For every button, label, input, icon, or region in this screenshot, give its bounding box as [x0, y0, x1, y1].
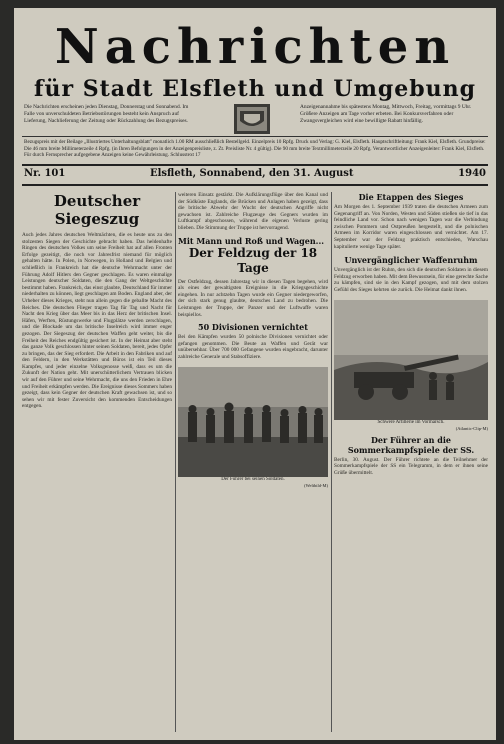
divider	[22, 184, 488, 186]
photo-soldiers	[178, 367, 328, 477]
photo-caption: Der Führer bei seinen Soldaten.	[221, 476, 285, 482]
photo-caption: Schwere Artillerie im Vormarsch.	[377, 419, 445, 425]
masthead-subtitle: für Stadt Elsfleth und Umgebung	[34, 76, 476, 102]
place-and-date: Elsfleth, Sonnabend, den 31. August	[150, 168, 354, 179]
article-column-1	[22, 192, 172, 732]
article-headline: Deutscher Siegeszug	[53, 192, 141, 228]
advertising-info: Anzeigenannahme bis spätestens Montag, Mittwoch, Freitag, vormittags 9 Uhr. Größere Anzeigen am Tage vorher erbeten. Bei Konkursverfahren oder Zwangsvergleichen wird eine bewilligte Rabatt hinfällig.	[300, 104, 472, 124]
article-column-3	[334, 192, 488, 732]
article-body: Der Ostfeldzug, dessen Jahrestag wir in diesen Tagen begehen, wird als eines der gewaltigsten Ereignisse in die Kriegsgeschichte eingehen. In nur achtzehn Tagen wurde ein Gegner niedergeworfen, der sich stark genug glaubte, deutsches Land zu bedrohen. Die Leistungen der Truppe, der Panzer und der Luftwaffe waren beispiellos.	[178, 278, 328, 318]
publication-info: Die Nachrichten erscheinen jeden Dienstag, Donnerstag und Sonnabend. Im Falle von unverschuldeten Betriebsstörungen besteht kein Anspruch auf Lieferung, Nachlieferung der Zeitung oder Rückzahlung des Bezugspreises.	[24, 104, 189, 124]
article-body: Am Morgen des 1. September 1939 traten die deutschen Armeen zum Gegenangriff an. Von Norden, Westen und Süden stießen sie tief in das feindliche Land vor. Schon nach wenigen Tagen war die Verbindung zwischen Pommern und Ostpreußen hergestellt, und die polnischen Armeen im Korridor waren eingeschlossen und vernichtet. Am 17. September war der Feldzug praktisch entschieden, Warschau kapitulierte wenige Tage später.	[334, 204, 488, 250]
photo-credit: (Atlantic-Clip-M)	[455, 425, 488, 431]
photo-credit: (Weltbild-M)	[304, 482, 328, 488]
divider	[22, 136, 488, 137]
article-body: Unvergänglich ist der Ruhm, den sich die deutschen Soldaten in diesem Feldzug erworben haben. Mit dem Bewusstsein, für eine gerechte Sache zu kämpfen, sind sie in den Kampf gezogen, und mit dem stolzen Gefühl des Sieges kehrten sie zurück. Die Heimat dankt ihnen.	[334, 267, 488, 293]
dateline	[24, 166, 486, 182]
article-subheadline: 50 Divisionen vernichtet	[198, 322, 308, 333]
article-body: Berlin, 30. August. Der Führer richtete an die Teilnehmer der Sommerkampfspiele der SS ein Telegramm, in dem er ihnen seine Grüße übermittelt.	[334, 456, 488, 476]
issue-number: Nr. 101	[24, 168, 66, 179]
article-kicker: Mit Mann und Roß und Wagen...	[178, 235, 325, 246]
subscription-info: Bezugspreis mit der Beilage „Illustriertes Unterhaltungsblatt" monatlich 1.00 RM ausschließlich Bestellgeld. Einzelpreis 10 Rpfg. Druck und Verlag: G. Kiel, Elsfleth. Hauptschriftleitung: Frank Kiel, Elsfleth. Grundpreise: Die 46 mm breite Millimeterzeile 4 Rpfg. (in Ihren Befolgungen in der Anzeigenpreisliste, z. Zt. Preisliste Nr. 4 gültig). Die 90 mm breite Textmillimeterzeile 20 Rpfg. Verantwortlicher Anzeigenleiter: Frank Kiel, Elsfleth. Für durch Fernsprecher aufgegebene Anzeigen keine Gewährleistung. Schlusstext 17	[24, 139, 486, 159]
article-headline: Unvergänglicher Waffenruhm	[344, 255, 478, 266]
article-body: weiteren Einsatz gestärkt. Die Aufklärungsflüge über den Kanal und der Südküste Englands, die Brücken und Anlagen haben gezeigt, dass die britische Abwehr der Wucht der deutschen Angriffe nicht gewachsen ist. Zahlreiche Flugzeuge des Gegners wurden im Luftkampf abgeschossen, während die eigenen Verluste gering blieben. Die Stimmung der Truppe ist hervorragend.	[178, 192, 328, 231]
column-divider	[175, 192, 176, 732]
photo-artillery	[334, 300, 488, 420]
column-divider	[331, 192, 332, 732]
article-body: Bei den Kämpfen wurden 50 polnische Divisionen vernichtet oder gefangen genommen. Die Beute an Waffen und Gerät war unübersehbar. Über 700 000 Gefangene wurden eingebracht, darunter zahlreiche Generale und Stabsoffiziere.	[178, 334, 328, 360]
article-body: Auch jedes Jahres deutschen Weltmächten, die es heute uns zu den stolzesten Siegen der Geschichte gebracht haben. Das heldenhafte Ringen des deutschen Volkes um seine Freiheit hat auf allen Fronten Erfolge gezeitigt, die noch vor Jahresfrist niemand für möglich gehalten hätte. In Polen, in Norwegen, in Holland und Belgien und schließlich in Frankreich hat die deutsche Wehrmacht unter der Führung Adolf Hitlers den Gegner geschlagen. Es waren einmalige Leistungen deutscher Soldaten, die den Gang der Weltgeschichte bestimmt haben. Frankreich, das einst glaubte, Deutschland für immer niederhalten zu können, liegt geschlagen am Boden. England aber, der Urheber dieses Krieges, steht nun allein gegen die geballte Macht des Reiches. Die deutschen Flieger tragen Tag für Tag und Nacht für Nacht den Krieg über das Meer bis in das Herz der britischen Insel. Häfen, Werften, Rüstungswerke und Flugplätze werden zerschlagen, und die Blockade um das britische Inselreich wird immer enger gezogen. Der Siegeszug der deutschen Waffen geht weiter, bis die Freiheit des Reiches endgültig gesichert ist. In der Heimat aber steht das ganze Volk geschlossen hinter seinen Soldaten, bereit, jedes Opfer zu bringen, das der Sieg erfordert. Die Arbeit in den Fabriken und auf den Feldern, in den Werkstätten und Büros ist ein Teil dieses Kampfes, und jeder einzelne Volksgenosse weiß, dass es um die Zukunft der Nation geht. Mit unerschütterlichem Vertrauen blicken wir auf den Führer und seine Wehrmacht, die uns den Frieden in Ehre und Freiheit erkämpfen werden. Die Ereignisse dieses Sommers haben gezeigt, dass kein Gegner der deutschen Kraft gewachsen ist, und so sehen wir mit fester Zuversicht den kommenden Entscheidungen entgegen.	[22, 232, 172, 410]
issue-year: 1940	[458, 168, 486, 179]
article-column-2	[178, 192, 328, 732]
coat-of-arms-emblem	[210, 103, 294, 135]
newspaper-page	[14, 8, 496, 740]
article-headline: Der Feldzug der 18 Tage	[188, 245, 318, 275]
article-headline: Der Führer an die Sommerkampfspiele der SS.	[347, 434, 475, 455]
article-headline: Die Etappen des Sieges	[358, 192, 464, 202]
masthead-title: Nachrichten	[54, 19, 456, 75]
